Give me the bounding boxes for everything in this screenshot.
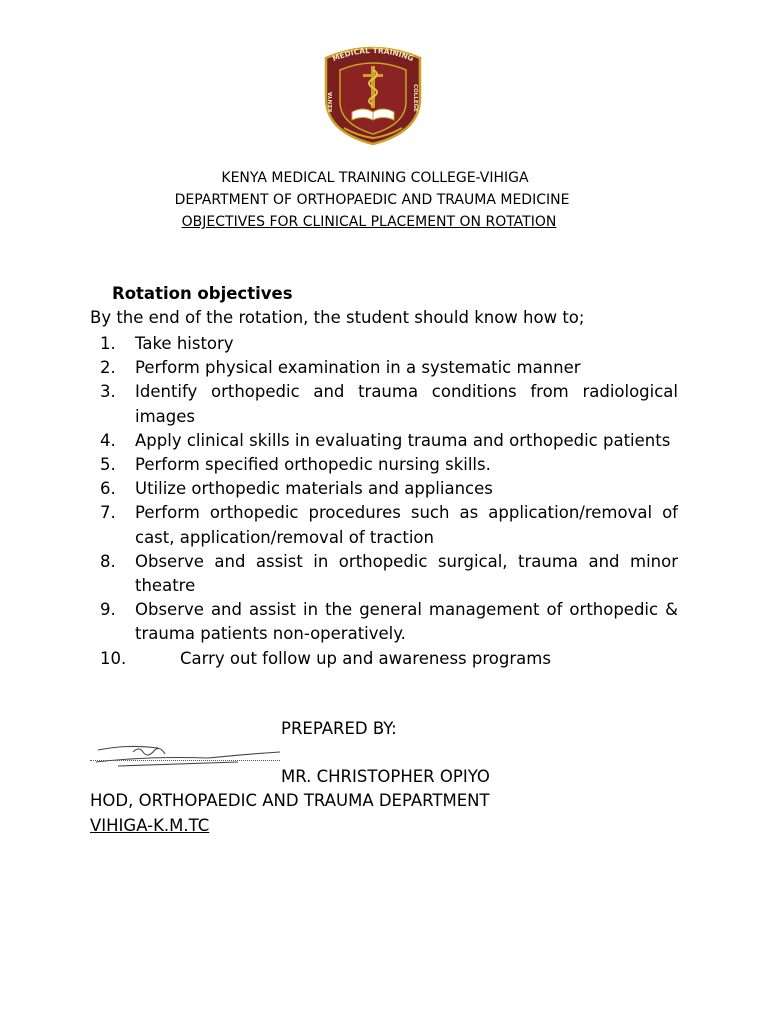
college-logo [318, 40, 428, 150]
list-item-number: 9. [100, 600, 116, 620]
list-item-number: 4. [100, 430, 116, 450]
document-title: OBJECTIVES FOR CLINICAL PLACEMENT ON ROTATION [181, 214, 557, 230]
list-item-text: Apply clinical skills in evaluating trauma and orthopedic patients [135, 430, 671, 450]
list-item [100, 647, 678, 671]
list-item [100, 477, 678, 501]
list-item-text: Perform orthopedic procedures such as application/removal of cast, application/removal of traction [135, 503, 678, 547]
logo-top-text: MEDICAL TRAINING [330, 45, 416, 64]
list-item-number: 1. [100, 334, 116, 353]
prepared-by-label: PREPARED BY: [281, 719, 397, 738]
intro-text: By the end of the rotation, the student should know how to; [90, 308, 585, 327]
logo-left-text: KENYA [328, 91, 334, 113]
list-item-text: Observe and assist in the general management of orthopedic & trauma patients non-operatively. [135, 600, 678, 644]
signature-image [88, 742, 283, 772]
list-item-text: Observe and assist in orthopedic surgical, trauma and minor theatre [135, 551, 678, 596]
list-item-number: 10. [100, 648, 127, 668]
list-item-text: Carry out follow up and awareness programs [180, 648, 551, 668]
signature-line [90, 760, 280, 761]
author-name: MR. CHRISTOPHER OPIYO [281, 767, 490, 786]
list-item [100, 380, 678, 428]
list-item-number: 8. [100, 551, 116, 571]
list-item [100, 429, 678, 453]
list-item [100, 332, 678, 356]
college-name: KENYA MEDICAL TRAINING COLLEGE-VIHIGA [221, 170, 529, 186]
department-name: DEPARTMENT OF ORTHOPAEDIC AND TRAUMA MEDICINE [174, 192, 570, 208]
list-item [100, 356, 678, 380]
list-item-text: Utilize orthopedic materials and appliances [135, 479, 493, 499]
list-item-number: 7. [100, 503, 116, 523]
list-item-text: Take history [135, 334, 234, 353]
list-item [100, 598, 678, 646]
author-institution: VIHIGA-K.M.TC [90, 816, 210, 835]
list-item-number: 2. [100, 358, 116, 378]
logo-right-text: COLLEGE [412, 84, 418, 112]
author-role: HOD, ORTHOPAEDIC AND TRAUMA DEPARTMENT [90, 791, 490, 810]
section-heading: Rotation objectives [112, 284, 293, 303]
list-item [100, 501, 678, 549]
list-item [100, 453, 678, 477]
list-item-number: 3. [100, 382, 116, 402]
list-item-text: Perform physical examination in a systematic manner [135, 358, 581, 378]
list-item-number: 6. [100, 479, 116, 499]
list-item-text: Perform specified orthopedic nursing skills. [135, 455, 491, 475]
list-item-text: Identify orthopedic and trauma conditions from radiological images [135, 382, 678, 426]
list-item-number: 5. [100, 455, 116, 475]
objectives-list [100, 332, 678, 671]
list-item [100, 550, 678, 598]
